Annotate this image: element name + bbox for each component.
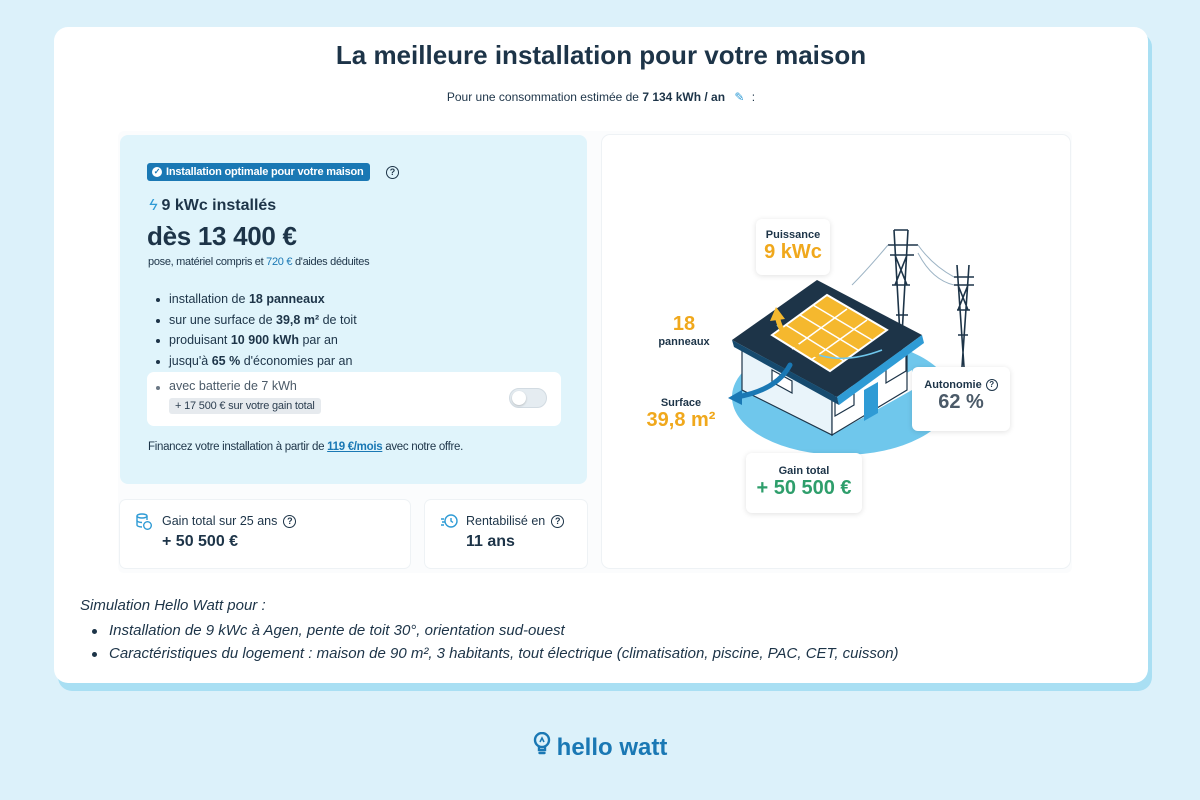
autonomy-caption-row bbox=[912, 379, 1010, 391]
feature-text: par an bbox=[302, 333, 338, 347]
feature-text: sur une surface de bbox=[169, 312, 273, 327]
feature-text: d'économies par an bbox=[243, 353, 353, 368]
total-gain-value: + 50 500 € bbox=[756, 477, 852, 499]
price: dès 13 400 € bbox=[147, 221, 297, 251]
help-icon[interactable]: ? bbox=[386, 166, 399, 179]
offer-panel bbox=[120, 135, 587, 484]
panels-label bbox=[648, 313, 720, 348]
finance-link[interactable]: 119 €/mois bbox=[327, 441, 383, 453]
bolt-icon: ϟ bbox=[149, 197, 158, 214]
surface-value: 39,8 m² bbox=[646, 409, 716, 431]
battery-option[interactable] bbox=[147, 372, 561, 426]
total-gain-label bbox=[746, 453, 862, 513]
battery-gain-badge: + 17 500 € sur votre gain total bbox=[169, 398, 321, 414]
list-item bbox=[169, 310, 357, 331]
feature-value: 65 % bbox=[211, 353, 241, 368]
optimal-badge bbox=[147, 163, 370, 181]
hello-watt-logo[interactable] bbox=[0, 732, 1200, 763]
power-value: 9 kWc bbox=[764, 241, 822, 263]
price-note bbox=[148, 256, 369, 268]
bulb-logo-icon bbox=[533, 732, 551, 763]
consumption-value: 7 134 kWh / an bbox=[642, 90, 726, 104]
payback-label: Rentabilisé en bbox=[466, 514, 546, 528]
finance-suffix: avec notre offre. bbox=[385, 441, 464, 453]
badge-label: Installation optimale pour votre maison bbox=[166, 166, 364, 178]
list-item bbox=[169, 289, 357, 310]
page-title: La meilleure installation pour votre maison bbox=[335, 40, 867, 70]
list-item bbox=[169, 330, 357, 351]
surface-label bbox=[640, 397, 722, 432]
list-item: Caractéristiques du logement : maison de 90 m², 3 habitants, tout électrique (climatisation, piscine, PAC, CET, cuisson) bbox=[109, 642, 899, 665]
list-item: Installation de 9 kWc à Agen, pente de toit 30°, orientation sud-ouest bbox=[109, 619, 899, 642]
installed-power-label: 9 kWc installés bbox=[161, 197, 277, 214]
payback-label-row bbox=[466, 514, 564, 528]
payback-card bbox=[425, 500, 587, 568]
footnote-list bbox=[109, 619, 899, 665]
feature-value: 18 panneaux bbox=[248, 292, 325, 306]
pencil-icon[interactable]: ✎ bbox=[734, 90, 745, 104]
surface-caption: Surface bbox=[660, 397, 702, 409]
panels-value: 18 bbox=[672, 313, 696, 335]
battery-toggle[interactable] bbox=[509, 388, 547, 408]
gain-value: + 50 500 € bbox=[162, 533, 239, 550]
check-icon: ✓ bbox=[153, 167, 161, 176]
feature-value: 10 900 kWh bbox=[230, 333, 299, 347]
rocket-clock-icon bbox=[441, 513, 459, 533]
help-icon[interactable]: ? bbox=[283, 515, 296, 528]
finance-prefix: Financez votre installation à partir de bbox=[148, 441, 325, 453]
footnote-title: Simulation Hello Watt pour : bbox=[80, 597, 266, 614]
feature-text: produisant bbox=[169, 333, 228, 347]
feature-value: 39,8 m² bbox=[276, 312, 320, 327]
list-item bbox=[169, 351, 357, 372]
feature-text: de toit bbox=[322, 312, 357, 327]
autonomy-value: 62 % bbox=[938, 391, 984, 413]
gain-label-row bbox=[162, 514, 296, 528]
gain-label: Gain total sur 25 ans bbox=[162, 514, 278, 528]
autonomy-label bbox=[912, 367, 1010, 431]
power-label bbox=[756, 219, 830, 275]
panels-caption: panneaux bbox=[658, 336, 710, 348]
simulation-card bbox=[54, 27, 1148, 683]
total-gain-caption: Gain total bbox=[778, 465, 830, 477]
consumption-suffix: : bbox=[751, 90, 756, 104]
battery-label: avec batterie de 7 kWh bbox=[169, 379, 297, 393]
power-caption: Puissance bbox=[765, 229, 821, 241]
gain-card bbox=[120, 500, 410, 568]
feature-list bbox=[169, 289, 357, 371]
consumption-prefix: Pour une consommation estimée de bbox=[446, 90, 639, 104]
installed-power bbox=[149, 197, 276, 215]
autonomy-caption: Autonomie bbox=[924, 379, 982, 391]
payback-value: 11 ans bbox=[466, 533, 515, 550]
coins-icon bbox=[136, 513, 152, 535]
consumption-line bbox=[54, 90, 1148, 104]
finance-line bbox=[148, 441, 463, 453]
feature-text: jusqu'à bbox=[169, 353, 209, 368]
aid-amount: 720 € bbox=[266, 256, 293, 268]
help-icon[interactable]: ? bbox=[551, 515, 564, 528]
price-note-suffix: d'aides déduites bbox=[294, 256, 370, 268]
feature-text: installation de bbox=[169, 292, 246, 306]
brand-name: hello watt bbox=[556, 733, 668, 761]
house-illustration-panel bbox=[602, 135, 1070, 568]
help-icon[interactable]: ? bbox=[986, 379, 998, 391]
price-note-prefix: pose, matériel compris et bbox=[148, 256, 264, 268]
